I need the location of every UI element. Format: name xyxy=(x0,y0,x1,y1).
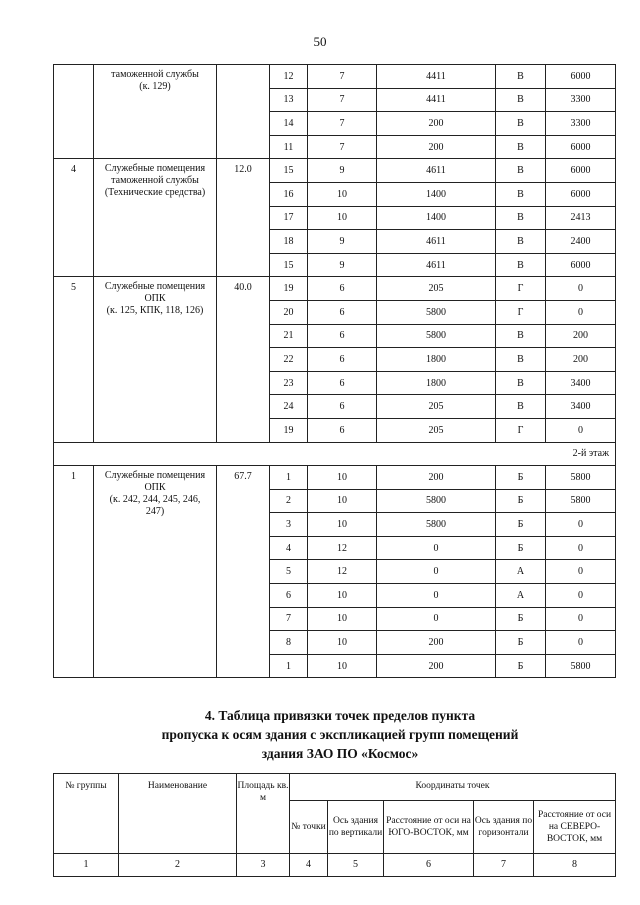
axis-horizontal: Г xyxy=(496,418,546,442)
axis-vertical: 6 xyxy=(308,395,377,419)
distance-northeast: 5800 xyxy=(546,489,616,513)
point-number: 14 xyxy=(270,112,308,136)
point-number: 4 xyxy=(270,536,308,560)
point-number: 3 xyxy=(270,513,308,537)
distance-northeast: 6000 xyxy=(546,65,616,89)
axis-horizontal: А xyxy=(496,560,546,584)
axis-horizontal: Б xyxy=(496,536,546,560)
axis-vertical: 6 xyxy=(308,348,377,372)
point-number: 15 xyxy=(270,253,308,277)
group-name-line: таможенной службы xyxy=(111,69,199,80)
group-area: 12.0 xyxy=(217,159,270,277)
distance-southeast: 5800 xyxy=(377,300,496,324)
distance-northeast: 0 xyxy=(546,560,616,584)
distance-southeast: 0 xyxy=(377,536,496,560)
distance-northeast: 6000 xyxy=(546,159,616,183)
axis-horizontal: В xyxy=(496,159,546,183)
axis-horizontal: Г xyxy=(496,277,546,301)
group-name-line: Служебные помещения xyxy=(104,470,206,482)
point-number: 5 xyxy=(270,560,308,584)
axis-horizontal: В xyxy=(496,112,546,136)
header-group-number: № группы xyxy=(54,774,119,854)
group-name-line: (к. 129) xyxy=(139,81,171,92)
distance-northeast: 2400 xyxy=(546,230,616,254)
group-name-line: ОПК xyxy=(144,293,166,305)
point-number: 24 xyxy=(270,395,308,419)
group-name xyxy=(94,159,217,277)
axis-vertical: 10 xyxy=(308,489,377,513)
axis-vertical: 6 xyxy=(308,371,377,395)
axis-horizontal: В xyxy=(496,182,546,206)
axis-horizontal: Б xyxy=(496,654,546,678)
axis-vertical: 10 xyxy=(308,466,377,490)
floor-label: 2-й этаж xyxy=(54,442,616,466)
distance-southeast: 200 xyxy=(377,654,496,678)
distance-northeast: 3300 xyxy=(546,112,616,136)
distance-southeast: 0 xyxy=(377,584,496,608)
point-number: 23 xyxy=(270,371,308,395)
group-number: 5 xyxy=(54,277,94,442)
distance-northeast: 6000 xyxy=(546,253,616,277)
section-title xyxy=(90,706,590,763)
header-axis-vertical: Ось здания по вертикали xyxy=(328,801,384,854)
column-number: 5 xyxy=(328,854,384,877)
distance-northeast: 5800 xyxy=(546,466,616,490)
axis-vertical: 7 xyxy=(308,88,377,112)
axis-vertical: 9 xyxy=(308,230,377,254)
header-coordinates: Координаты точек xyxy=(290,774,616,801)
axis-horizontal: Б xyxy=(496,631,546,655)
axis-vertical: 10 xyxy=(308,513,377,537)
point-number: 15 xyxy=(270,159,308,183)
distance-southeast: 205 xyxy=(377,395,496,419)
distance-southeast: 200 xyxy=(377,135,496,159)
header-axis-horizontal: Ось здания по горизонтали xyxy=(474,801,534,854)
axis-vertical: 10 xyxy=(308,584,377,608)
distance-northeast: 6000 xyxy=(546,182,616,206)
axis-vertical: 7 xyxy=(308,135,377,159)
distance-northeast: 0 xyxy=(546,418,616,442)
column-number: 6 xyxy=(384,854,474,877)
axis-vertical: 9 xyxy=(308,159,377,183)
table-row xyxy=(54,65,616,89)
axis-vertical: 9 xyxy=(308,253,377,277)
point-number: 21 xyxy=(270,324,308,348)
point-number: 11 xyxy=(270,135,308,159)
group-number: 1 xyxy=(54,466,94,678)
distance-southeast: 205 xyxy=(377,277,496,301)
point-number: 13 xyxy=(270,88,308,112)
binding-table-header xyxy=(53,773,616,877)
header-name: Наименование xyxy=(119,774,237,854)
distance-southeast: 4611 xyxy=(377,253,496,277)
distance-southeast: 4411 xyxy=(377,88,496,112)
point-number: 16 xyxy=(270,182,308,206)
column-number: 8 xyxy=(534,854,616,877)
group-name xyxy=(94,277,217,442)
axis-horizontal: Б xyxy=(496,489,546,513)
point-number: 20 xyxy=(270,300,308,324)
point-number: 19 xyxy=(270,277,308,301)
distance-southeast: 0 xyxy=(377,607,496,631)
distance-southeast: 1400 xyxy=(377,182,496,206)
header-point-number: № точки xyxy=(290,801,328,854)
group-name xyxy=(94,466,217,678)
axis-vertical: 10 xyxy=(308,607,377,631)
point-number: 19 xyxy=(270,418,308,442)
distance-northeast: 3400 xyxy=(546,371,616,395)
section-title-line-1: 4. Таблица привязки точек пределов пункта xyxy=(204,708,476,723)
axis-horizontal: Б xyxy=(496,466,546,490)
axis-horizontal: В xyxy=(496,206,546,230)
distance-northeast: 3300 xyxy=(546,88,616,112)
column-number: 2 xyxy=(119,854,237,877)
group-name-line: ОПК xyxy=(144,482,166,494)
axis-vertical: 6 xyxy=(308,324,377,348)
distance-northeast: 200 xyxy=(546,348,616,372)
group-name-line: Служебные помещения xyxy=(104,281,206,293)
column-number: 7 xyxy=(474,854,534,877)
group-name-line: Служебные помещения xyxy=(104,163,206,175)
page-number: 50 xyxy=(313,34,327,49)
axis-vertical: 6 xyxy=(308,277,377,301)
column-number: 1 xyxy=(54,854,119,877)
axis-vertical: 12 xyxy=(308,560,377,584)
column-number: 4 xyxy=(290,854,328,877)
header-area: Площадь кв. м xyxy=(237,774,290,854)
group-name-line: таможенной службы xyxy=(111,175,199,187)
distance-northeast: 0 xyxy=(546,277,616,301)
distance-northeast: 5800 xyxy=(546,654,616,678)
point-number: 1 xyxy=(270,654,308,678)
point-number: 1 xyxy=(270,466,308,490)
header-distance-southeast: Расстояние от оси на ЮГО-ВОСТОК, мм xyxy=(384,801,474,854)
axis-horizontal: Б xyxy=(496,513,546,537)
point-number: 22 xyxy=(270,348,308,372)
point-number: 18 xyxy=(270,230,308,254)
column-number: 3 xyxy=(237,854,290,877)
point-number: 17 xyxy=(270,206,308,230)
distance-southeast: 1800 xyxy=(377,348,496,372)
axis-horizontal: А xyxy=(496,584,546,608)
distance-northeast: 0 xyxy=(546,631,616,655)
distance-northeast: 0 xyxy=(546,607,616,631)
axis-horizontal: В xyxy=(496,253,546,277)
group-name-line: 247) xyxy=(145,506,165,518)
distance-northeast: 0 xyxy=(546,536,616,560)
distance-southeast: 205 xyxy=(377,418,496,442)
axis-horizontal: Г xyxy=(496,300,546,324)
axis-horizontal: В xyxy=(496,371,546,395)
axis-horizontal: В xyxy=(496,88,546,112)
distance-northeast: 0 xyxy=(546,300,616,324)
axis-horizontal: В xyxy=(496,135,546,159)
axis-vertical: 10 xyxy=(308,182,377,206)
distance-northeast: 2413 xyxy=(546,206,616,230)
points-table-continued xyxy=(53,64,616,678)
point-number: 6 xyxy=(270,584,308,608)
table-row xyxy=(54,277,616,301)
axis-horizontal: Б xyxy=(496,607,546,631)
distance-southeast: 4611 xyxy=(377,230,496,254)
axis-vertical: 10 xyxy=(308,654,377,678)
distance-southeast: 5800 xyxy=(377,324,496,348)
distance-northeast: 3400 xyxy=(546,395,616,419)
group-area: 40.0 xyxy=(217,277,270,442)
section-title-line-3: здания ЗАО ПО «Космос» xyxy=(261,746,419,761)
axis-vertical: 6 xyxy=(308,300,377,324)
distance-southeast: 4411 xyxy=(377,65,496,89)
axis-horizontal: В xyxy=(496,65,546,89)
group-name xyxy=(94,65,217,159)
group-area: 67.7 xyxy=(217,466,270,678)
axis-vertical: 6 xyxy=(308,418,377,442)
distance-northeast: 0 xyxy=(546,513,616,537)
group-name-line: (к. 242, 244, 245, 246, xyxy=(109,494,201,506)
group-number xyxy=(54,65,94,159)
distance-southeast: 0 xyxy=(377,560,496,584)
distance-southeast: 200 xyxy=(377,631,496,655)
distance-southeast: 5800 xyxy=(377,489,496,513)
point-number: 12 xyxy=(270,65,308,89)
table-row xyxy=(54,466,616,490)
floor-row xyxy=(54,442,616,466)
point-number: 7 xyxy=(270,607,308,631)
distance-southeast: 200 xyxy=(377,112,496,136)
distance-northeast: 200 xyxy=(546,324,616,348)
group-number: 4 xyxy=(54,159,94,277)
distance-southeast: 1400 xyxy=(377,206,496,230)
group-name-line: (Технические средства) xyxy=(104,187,206,199)
distance-northeast: 0 xyxy=(546,584,616,608)
group-area xyxy=(217,65,270,159)
axis-vertical: 10 xyxy=(308,631,377,655)
axis-horizontal: В xyxy=(496,230,546,254)
section-title-line-2: пропуска к осям здания с экспликацией групп помещений xyxy=(161,727,519,742)
axis-vertical: 7 xyxy=(308,112,377,136)
distance-southeast: 200 xyxy=(377,466,496,490)
distance-southeast: 5800 xyxy=(377,513,496,537)
distance-southeast: 1800 xyxy=(377,371,496,395)
axis-horizontal: В xyxy=(496,324,546,348)
header-distance-northeast: Расстояние от оси на СЕВЕРО-ВОСТОК, мм xyxy=(534,801,616,854)
axis-vertical: 12 xyxy=(308,536,377,560)
axis-vertical: 7 xyxy=(308,65,377,89)
point-number: 8 xyxy=(270,631,308,655)
distance-northeast: 6000 xyxy=(546,135,616,159)
axis-vertical: 10 xyxy=(308,206,377,230)
axis-horizontal: В xyxy=(496,395,546,419)
table-row xyxy=(54,159,616,183)
group-name-line: (к. 125, КПК, 118, 126) xyxy=(106,305,204,317)
axis-horizontal: В xyxy=(496,348,546,372)
distance-southeast: 4611 xyxy=(377,159,496,183)
point-number: 2 xyxy=(270,489,308,513)
